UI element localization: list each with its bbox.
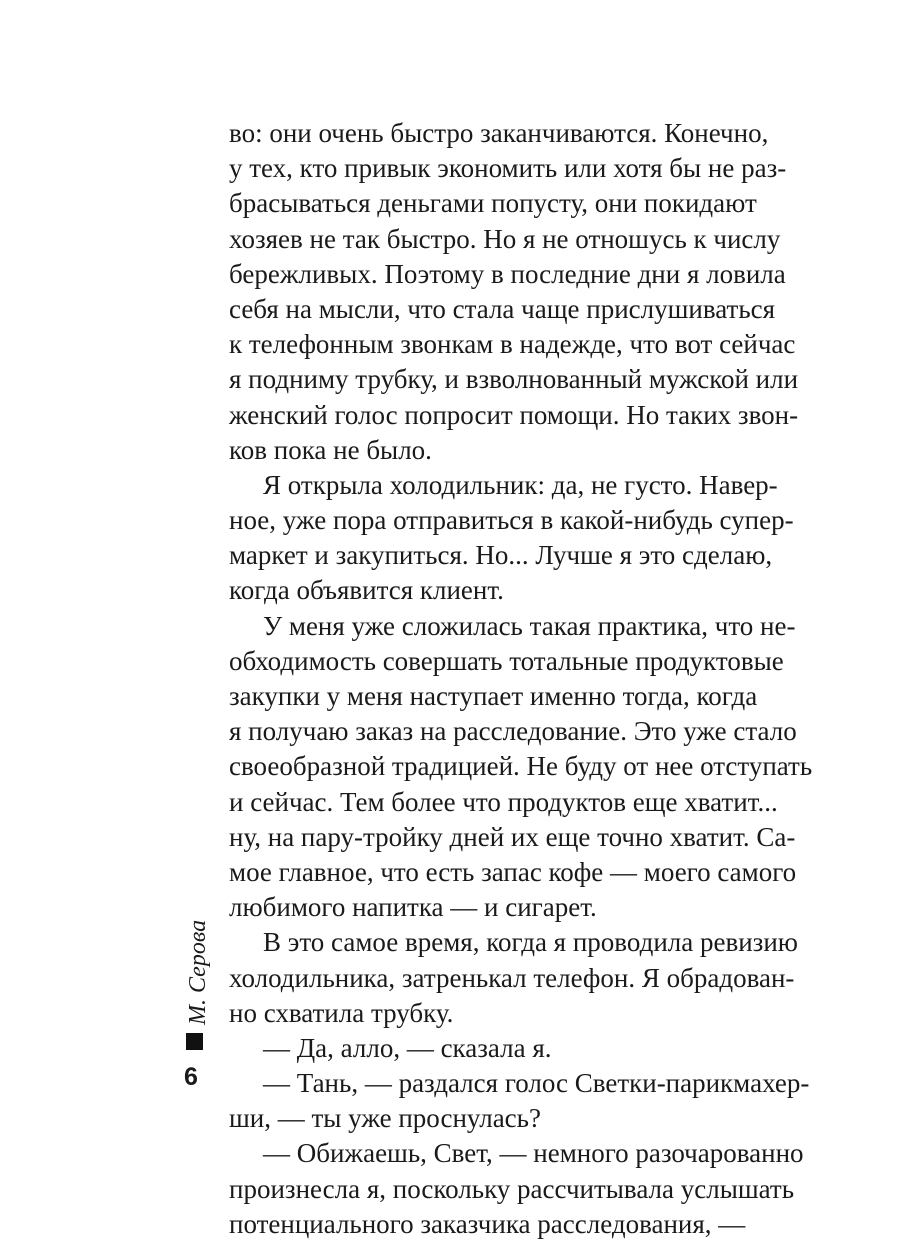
text-line: — Тань, — раздался голос Светки-парикмахер- xyxy=(263,1068,810,1099)
text-line: потенциального заказчика расследования, — xyxy=(229,1208,746,1239)
text-line: У меня уже сложилась такая практика, что не- xyxy=(263,610,796,641)
text-line: ное, уже пора отправиться в какой-нибудь супер- xyxy=(229,505,794,536)
text-line: своеобразной традицией. Не буду от нее отступать xyxy=(229,751,813,782)
text-line: мое главное, что есть запас кофе — моего самого xyxy=(229,856,797,887)
text-line: произнесла я, поскольку рассчитывала услышать xyxy=(229,1173,795,1204)
text-line: В это самое время, когда я проводила ревизию xyxy=(263,927,798,958)
text-line: у тех, кто привык экономить или хотя бы не раз- xyxy=(229,153,787,184)
section-marker-square xyxy=(186,1033,203,1050)
text-line: к телефонным звонкам в надежде, что вот сейчас xyxy=(229,329,796,360)
text-line: — Обижаешь, Свет, — немного разочарованно xyxy=(263,1138,804,1169)
text-line: маркет и закупиться. Но... Лучше я это сделаю, xyxy=(229,540,773,571)
text-line: обходимость совершать тотальные продуктовые xyxy=(229,645,784,676)
text-line: и сейчас. Тем более что продуктов еще хватит... xyxy=(229,786,778,817)
text-line: себя на мысли, что стала чаще прислушиваться xyxy=(229,293,776,324)
text-line: я подниму трубку, и взволнованный мужской или xyxy=(229,364,799,395)
text-line: — Да, алло, — сказала я. xyxy=(263,1032,552,1063)
text-line: Я открыла холодильник: да, не густо. Навер- xyxy=(263,469,778,500)
text-line: бережливых. Поэтому в последние дни я ловила xyxy=(229,258,786,289)
text-line: хозяев не так быстро. Но я не отношусь к числу xyxy=(229,223,781,254)
text-line: ши, — ты уже проснулась? xyxy=(229,1103,541,1134)
text-line: холодильника, затренькал телефон. Я обрадован- xyxy=(229,962,795,993)
text-line: когда объявится клиент. xyxy=(229,575,504,606)
text-line: женский голос попросит помощи. Но таких звон- xyxy=(229,399,799,430)
text-line: закупки у меня наступает именно тогда, когда xyxy=(229,681,758,711)
text-line: но схватила трубку. xyxy=(229,997,454,1028)
text-line: ков пока не было. xyxy=(229,434,432,465)
text-line: брасываться деньгами попусту, они покидают xyxy=(229,188,757,219)
running-head xyxy=(178,905,218,1025)
running-head-author: М. Серова xyxy=(185,919,211,1025)
page-number: 6 xyxy=(184,1063,198,1091)
text-line: ну, на пару-тройку дней их еще точно хватит. Са- xyxy=(229,821,796,852)
text-line: я получаю заказ на расследование. Это уже стало xyxy=(229,716,797,747)
text-line: любимого напитка — и сигарет. xyxy=(229,892,597,923)
body-text xyxy=(229,116,813,1242)
text-line: во: они очень быстро заканчиваются. Конечно, xyxy=(229,118,769,148)
